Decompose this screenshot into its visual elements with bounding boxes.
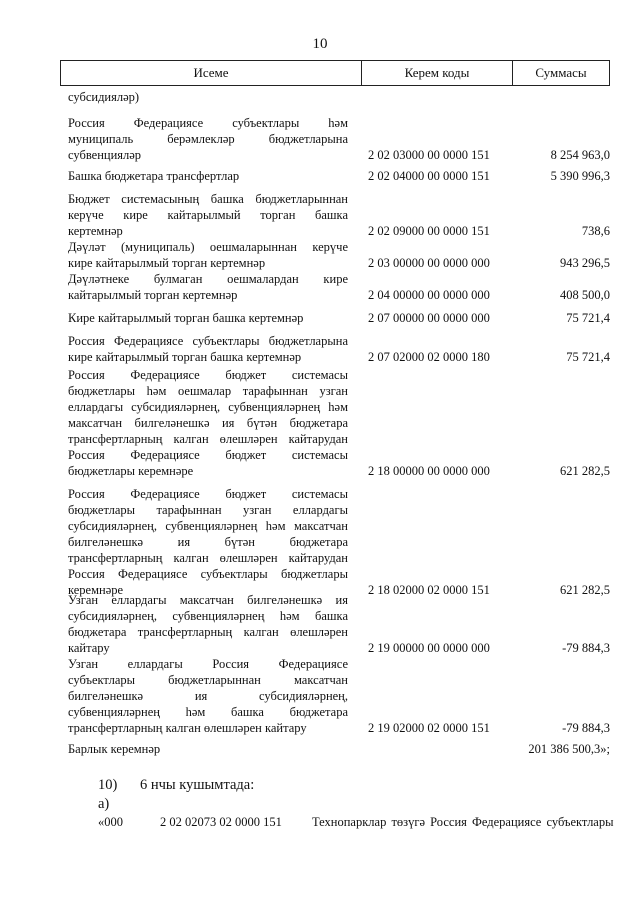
row-sum: 201 386 500,3»; (528, 742, 610, 756)
bottom-code: 2 02 02073 02 0000 151 (160, 815, 282, 829)
row-sum: 738,6 (581, 224, 610, 238)
row-code: 2 18 02000 02 0000 151 (368, 583, 490, 597)
row-name-line: Бюджет системасының башка бюджетларыннан (68, 192, 348, 206)
row-name-line: билгеләнешкә ия бүтән бюджетара (68, 535, 348, 549)
row-name-line: кайтарылмый торган кертемнәр (68, 288, 238, 302)
row-name-line: Россия Федерациясе субъектлары һәм (68, 116, 348, 130)
column-header-sum: Суммасы (535, 65, 587, 80)
row-sum: 75 721,4 (566, 350, 610, 364)
page-number: 10 (312, 36, 328, 52)
row-code: 2 07 00000 00 0000 000 (368, 311, 490, 325)
row-name-line: Россия Федерациясе субъектлары бюджетлары (68, 567, 348, 581)
row-code: 2 07 02000 02 0000 180 (368, 350, 490, 364)
row-name-line: билгеләнешкә ия субсидияләрнең, (68, 689, 348, 703)
row-name (68, 271, 348, 303)
row-code: 2 19 00000 00 0000 000 (368, 641, 490, 655)
row-name-line: трансфертларның калган өлешләрен кайтару (68, 721, 307, 735)
row-sum: -79 884,3 (562, 641, 610, 655)
table-header (60, 60, 610, 86)
column-header-code: Керем коды (362, 61, 513, 85)
row-name-line: субъектлары бюджетларыннан максатчан (68, 673, 348, 687)
row-sum: 8 254 963,0 (550, 148, 610, 162)
row-name-line: Барлык керемнәр (68, 742, 161, 756)
row-name (68, 592, 348, 656)
row-name-line: Россия Федерациясе субъектлары бюджетларына (68, 334, 348, 348)
row-name (68, 486, 348, 598)
row-sum: 943 296,5 (560, 256, 610, 270)
row-code: 2 02 09000 00 0000 151 (368, 224, 490, 238)
row-name (68, 115, 348, 163)
row-sum: 75 721,4 (566, 311, 610, 325)
row-sum: 621 282,5 (560, 464, 610, 478)
row-name-line: Башка бюджетара трансфертлар (68, 169, 240, 183)
row-name (68, 239, 348, 271)
row-name-line: субсидияләрнең, субвенцияләрнең һәм максатчан (68, 519, 348, 533)
row-name-line: субвенцияләр (68, 148, 142, 162)
row-name-line: Кире кайтарылмый торган башка кертемнәр (68, 311, 304, 325)
row-name-line: субсидияләр) (68, 90, 140, 104)
row-name (68, 367, 348, 479)
row-name-line: кире кайтарылмый торган башка кертемнәр (68, 350, 302, 364)
section-heading: 6 нчы кушымтада: (140, 777, 255, 793)
row-name-line: керүче кире кайтарылмый торган башка (68, 208, 348, 222)
row-code: 2 04 00000 00 0000 000 (368, 288, 490, 302)
row-name-line: Дәүләтнеке булмаган оешмалардан кире (68, 272, 348, 286)
row-sum: 408 500,0 (560, 288, 610, 302)
row-name (68, 656, 348, 736)
row-sum: 621 282,5 (560, 583, 610, 597)
row-name-line: кире кайтарылмый торган кертемнәр (68, 256, 266, 270)
row-name (68, 741, 348, 757)
row-name-line: Россия Федерациясе бюджет системасы (68, 487, 348, 501)
column-header-name: Исеме (61, 61, 362, 85)
section-number: 10) (98, 777, 118, 793)
row-name-line: бюджетлары тарафыннан узган еллардагы (68, 503, 348, 517)
row-name-line: муниципаль берәмлекләр бюджетларына (68, 132, 348, 146)
row-name-line: субвенцияләрнең һәм башка бюджетара (68, 705, 348, 719)
row-name (68, 310, 348, 326)
row-name-line: трансфертларның калган өлешләрен кайтарудан (68, 432, 348, 446)
row-name-line: бюджетлары керемнәре (68, 464, 194, 478)
bottom-text: Технопарклар төзүгә Россия Федерациясе субъектлары (312, 815, 614, 829)
subsection-letter: а) (98, 796, 110, 812)
row-name-line: Узган еллардагы максатчан билгеләнешкә ия (68, 593, 348, 607)
row-name-line: бюджетара трансфертларның калган өлешләрен (68, 625, 348, 639)
row-code: 2 18 00000 00 0000 000 (368, 464, 490, 478)
row-name-line: максатчан билгеләнешкә ия бүтән бюджетара (68, 416, 348, 430)
row-name-line: бюджетлары һәм оешмалар тарафыннан узган (68, 384, 348, 398)
row-sum: -79 884,3 (562, 721, 610, 735)
row-code: 2 19 02000 02 0000 151 (368, 721, 490, 735)
row-code: 2 02 04000 00 0000 151 (368, 169, 490, 183)
row-code: 2 03 00000 00 0000 000 (368, 256, 490, 270)
row-name-line: Дәүләт (муниципаль) оешмаларыннан керүче (68, 240, 348, 254)
bottom-quote: «000 (98, 815, 123, 829)
row-name-line: еллардагы субсидияләрнең, субвенцияләрнең һәм (68, 400, 348, 414)
row-code: 2 02 03000 00 0000 151 (368, 148, 490, 162)
row-name (68, 333, 348, 365)
row-name-line: Россия Федерациясе бюджет системасы (68, 448, 348, 462)
row-name-line: кайтару (68, 641, 110, 655)
row-name (68, 89, 348, 105)
row-name (68, 191, 348, 239)
row-name-line: Россия Федерациясе бюджет системасы (68, 368, 348, 382)
row-name-line: керемнәре (68, 583, 124, 597)
row-name (68, 168, 348, 184)
row-sum: 5 390 996,3 (550, 169, 610, 183)
row-name-line: трансфертларның калган өлешләрен кайтарудан (68, 551, 348, 565)
row-name-line: Узган еллардагы Россия Федерациясе (68, 657, 348, 671)
row-name-line: кертемнәр (68, 224, 123, 238)
row-name-line: субсидияләрнең, субвенцияләрнең һәм башка (68, 609, 348, 623)
